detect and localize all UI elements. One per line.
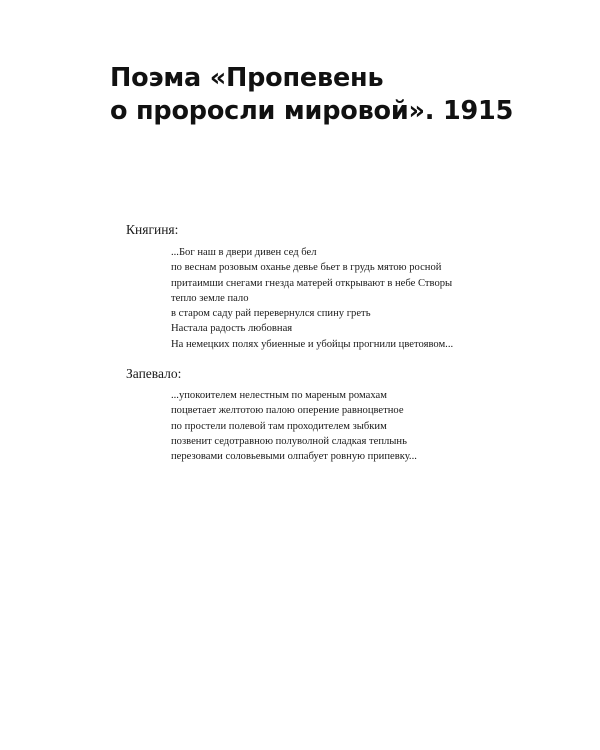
verse-block-kniaginia: [171, 245, 453, 352]
page-title: [110, 62, 570, 128]
speaker-label-zapevalo: Запевало:: [126, 366, 182, 381]
title-line-2: о проросли мировой». 1915: [110, 96, 514, 126]
verse-line: по веснам розовым оханье девье бьет в грудь мятою росной: [171, 262, 442, 274]
title-line-1: Поэма «Пропевень: [110, 63, 384, 93]
verse-line: ...Бог наш в двери дивен сед бел: [171, 247, 317, 258]
verse-line: по простели полевой там проходителем зыбким: [171, 420, 387, 432]
verse-line: поцветает желтотою палою оперение равноцветное: [171, 405, 404, 417]
verse-line: в старом саду рай перевернулся спину греть: [171, 308, 371, 320]
verse-line: тепло земле пало: [171, 292, 249, 304]
verse-line: На немецких полях убиенные и убойцы прогнили цветоявом...: [171, 338, 454, 350]
verse-block-zapevalo: [171, 388, 417, 464]
verse-line: Настала радость любовная: [171, 323, 293, 335]
verse-line: ...упокоителем нелестным по мареным ромахам: [171, 390, 387, 401]
verse-line: позвенит седотравною полуволной сладкая теплынь: [171, 435, 407, 447]
verse-line: перезовами соловьевыми олпабует ровную припевку...: [171, 451, 417, 463]
speaker-label-kniaginia: Княгиня:: [126, 222, 179, 237]
verse-line: притаимши снегами гнезда матерей открывают в небе Створы: [171, 277, 453, 289]
